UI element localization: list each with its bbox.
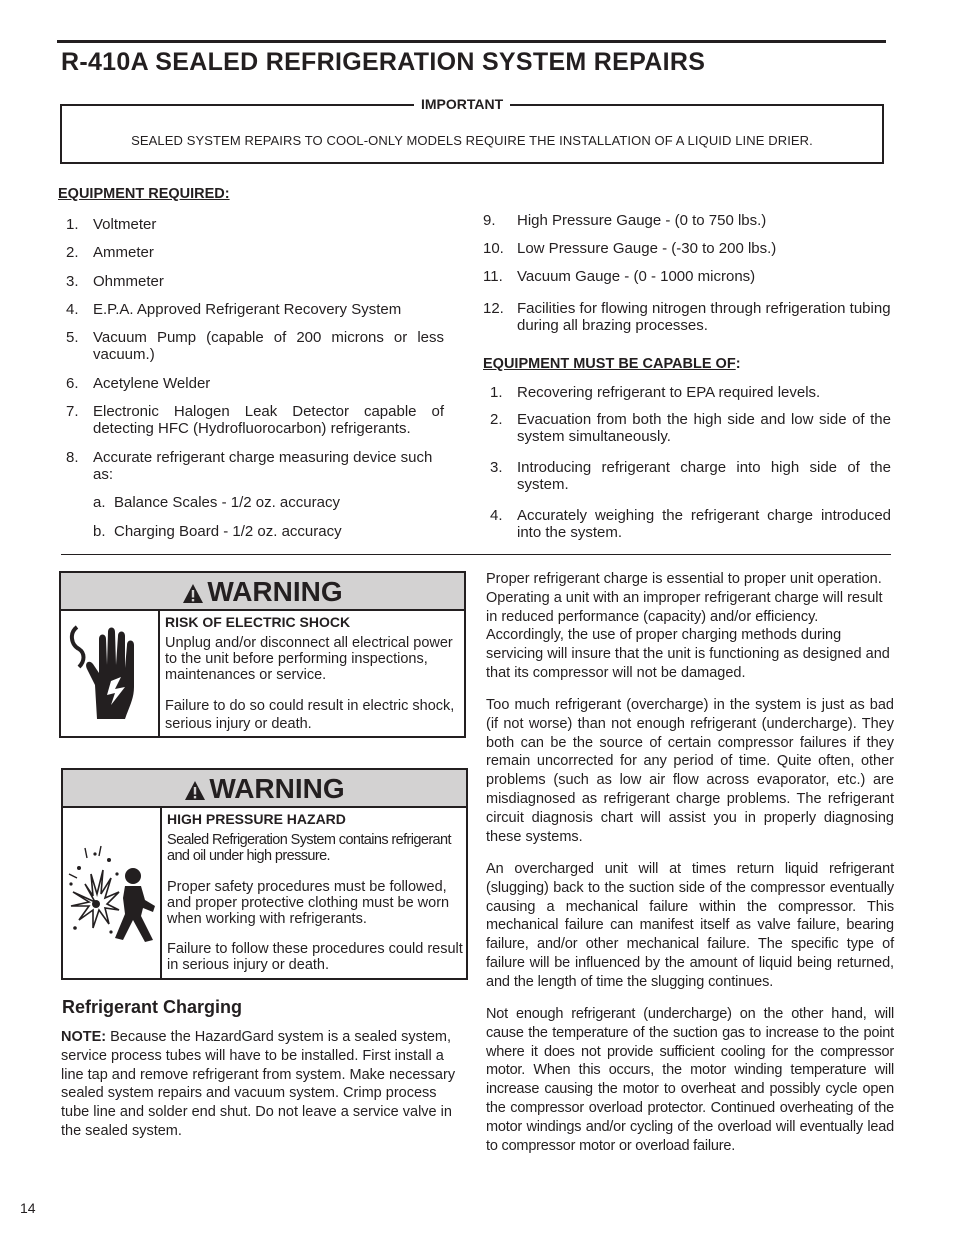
warning-icon-cell [63, 806, 162, 978]
section-heading: Refrigerant Charging [62, 997, 243, 1017]
important-label: IMPORTANT [414, 96, 510, 112]
page-number: 14 [20, 1200, 36, 1216]
list-item: 4. E.P.A. Approved Refrigerant Recovery System [66, 301, 402, 318]
charging-note: NOTE: Because the HazardGard system is a sealed system, service process tubes will have to be installed. First install a line tap and remove refrigerant from system. Make necessary sealed system repairs and vacuum system. Crimp process tube line and solder end shut. Do not leave a service valve in the sealed system. [61, 1029, 456, 1139]
warning-subtitle: HIGH PRESSURE HAZARD [167, 811, 346, 827]
list-item: 9. High Pressure Gauge - (0 to 750 lbs.) [483, 212, 767, 229]
list-item: 8. Accurate refrigerant charge measuring device such as: [66, 449, 433, 483]
warning-text: Unplug and/or disconnect all electrical power to the unit before performing inspections, maintenances or service. [165, 635, 453, 683]
list-subitem: a. Balance Scales - 1/2 oz. accuracy [93, 494, 340, 511]
body-paragraph: Too much refrigerant (overcharge) in the system is just as bad (if not worse) than not enough refrigerant (undercharge). They both can be the source of certain compressor failures if they remain uncorrected for any period of time. Quite often, other problems (such as low air flow across evaporator, etc.) are misdiagnosed as refrigerant charge problems. The refrigerant circuit diagnosis chart will assist you in properly diagnosing these systems. [486, 697, 894, 845]
important-text: SEALED SYSTEM REPAIRS TO COOL-ONLY MODELS REQUIRE THE INSTALLATION OF A LIQUID LINE DRIER. [131, 133, 813, 148]
equipment-required-heading: EQUIPMENT REQUIRED: [58, 186, 230, 202]
page-title: R-410A SEALED REFRIGERATION SYSTEM REPAIRS [61, 48, 706, 76]
list-item: 10. Low Pressure Gauge - (-30 to 200 lbs.) [483, 240, 777, 257]
body-paragraph: An overcharged unit will at times return liquid refrigerant (slugging) back to the suction side of the compressor eventually causing a mechanical failure within the compressor. This mechanical failure can manifest itself as valve failure, bearing failure, and/or other mechanical failure. The specific type of failure will be influenced by the amount of liquid being returned, and the length of time the slugging continues. [486, 861, 894, 990]
body-paragraph: Proper refrigerant charge is essential to proper unit operation. Operating a unit with an improper refrigerant charge will result in reduced performance (capacity) and/or efficiency. Accordingly, the use of proper charging methods during servicing will insure that the unit is functioning as designed and that its compressor will not be damaged. [486, 571, 890, 681]
warning-box-electric [59, 571, 466, 738]
list-item: 3. Introducing refrigerant charge into high side of the system. [490, 459, 891, 493]
list-item: 11. Vacuum Gauge - (0 - 1000 microns) [483, 268, 756, 285]
warning-triangle-icon [182, 583, 204, 604]
top-rule [57, 40, 886, 43]
warning-icon-cell [61, 609, 160, 736]
warning-text: Failure to follow these procedures could result in serious injury or death. [167, 941, 463, 973]
warning-subtitle: RISK OF ELECTRIC SHOCK [165, 614, 351, 630]
list-item: 1. Recovering refrigerant to EPA required levels. [490, 384, 821, 401]
list-item: 4. Accurately weighing the refrigerant charge introduced into the system. [490, 507, 891, 541]
list-item: 3. Ohmmeter [66, 273, 164, 290]
warning-text: Failure to do so could result in electric shock, serious injury or death. [165, 698, 455, 732]
equipment-capable-heading: EQUIPMENT MUST BE CAPABLE OF: [483, 356, 741, 372]
list-item: 7. Electronic Halogen Leak Detector capable of detecting HFC (Hydrofluorocarbon) refrigerants. [66, 403, 444, 437]
warning-box-pressure [61, 768, 468, 980]
list-item: 2. Evacuation from both the high side and low side of the system simultaneously. [490, 411, 891, 445]
warning-header: WARNING [61, 573, 464, 611]
warning-header: WARNING [63, 770, 466, 808]
section-divider [61, 554, 891, 555]
list-item: 12. Facilities for flowing nitrogen through refrigeration tubing during all brazing processes. [483, 300, 891, 334]
electric-shock-hand-icon [67, 623, 147, 723]
warning-text: Proper safety procedures must be followed, and proper protective clothing must be worn when working with refrigerants. [167, 879, 450, 927]
warning-triangle-icon [184, 780, 206, 801]
list-item: 2. Ammeter [66, 244, 154, 261]
list-item: 6. Acetylene Welder [66, 375, 211, 392]
list-item: 5. Vacuum Pump (capable of 200 microns or less vacuum.) [66, 329, 444, 363]
list-item: 1. Voltmeter [66, 216, 157, 233]
body-paragraph: Not enough refrigerant (undercharge) on the other hand, will cause the temperature of the suction gas to increase to the point where it does not provide sufficient cooling for the compressor motor. When this occurs, the motor winding temperature will increase causing the motor to overheat and possibly cycle open the compressor overload protector. Continued overheating of the motor windings and/or cycling of the overload will eventually lead to compressor motor or overload failure. [486, 1006, 894, 1154]
warning-text: Sealed Refrigeration System contains refrigerant and oil under high pressure. [167, 832, 451, 864]
list-subitem: b. Charging Board - 1/2 oz. accuracy [93, 523, 342, 540]
explosion-hazard-icon [65, 844, 159, 944]
